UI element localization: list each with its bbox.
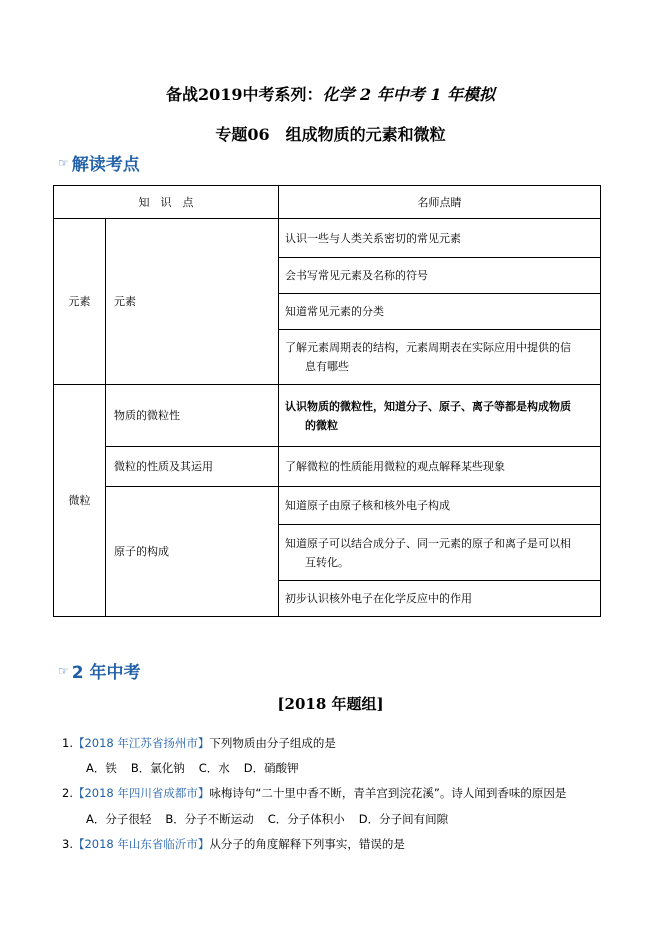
table-header-knowledge: 知 识 点 bbox=[54, 186, 279, 219]
option-b: B．分子不断运动 bbox=[165, 812, 254, 826]
question-1-options bbox=[86, 760, 313, 776]
tip-line: 认识物质的微粒性，知道分子、原子、离子等都是构成物质 bbox=[285, 399, 571, 413]
pointing-hand-icon: ☞ bbox=[58, 663, 69, 678]
table-row: 初步认识核外电子在化学反应中的作用 bbox=[279, 581, 601, 617]
option-d: D．硝酸钾 bbox=[243, 761, 299, 775]
knowledge-table bbox=[53, 185, 601, 617]
table-row: 会书写常见元素及名称的符号 bbox=[279, 258, 601, 294]
subtopic-element: 元素 bbox=[106, 219, 279, 385]
tip-line: 互转化。 bbox=[305, 555, 349, 569]
group-name-particle: 微粒 bbox=[54, 385, 106, 617]
tip-line: 知道原子可以结合成分子、同一元素的原子和离子是可以相 bbox=[285, 536, 571, 550]
question-source: 【2018 年四川省成都市】 bbox=[72, 786, 210, 800]
table-row bbox=[279, 330, 601, 385]
tip-line: 息有哪些 bbox=[305, 360, 349, 373]
subtopic-particle-nature: 物质的微粒性 bbox=[106, 385, 279, 447]
option-b: B．氯化钠 bbox=[130, 761, 185, 775]
option-c: C．水 bbox=[198, 761, 230, 775]
page-title bbox=[0, 82, 661, 105]
tip-line: 的微粒 bbox=[305, 418, 338, 432]
table-row: 知道原子由原子核和核外电子构成 bbox=[279, 487, 601, 525]
question-text: 下列物质由分子组成的是 bbox=[209, 736, 336, 750]
option-c: C．分子体积小 bbox=[267, 812, 345, 826]
table-row: 认识一些与人类关系密切的常见元素 bbox=[279, 219, 601, 258]
option-a: A．分子很轻 bbox=[86, 812, 152, 826]
section-heading-2-label: 2 年中考 bbox=[71, 663, 141, 683]
option-d: D．分子间有间隙 bbox=[358, 812, 449, 826]
question-3 bbox=[62, 836, 405, 852]
question-2 bbox=[62, 785, 566, 801]
subtopic-particle-properties: 微粒的性质及其运用 bbox=[106, 447, 279, 487]
section-heading-1-label: 解读考点 bbox=[71, 155, 140, 175]
question-source: 【2018 年山东省临沂市】 bbox=[72, 837, 210, 851]
table-row: 知道常见元素的分类 bbox=[279, 294, 601, 330]
table-row: 了解微粒的性质能用微粒的观点解释某些现象 bbox=[279, 447, 601, 487]
table-header-tips: 名师点睛 bbox=[279, 186, 601, 219]
title-suffix: 化学 2 年中考 1 年模拟 bbox=[322, 85, 496, 104]
question-text: 从分子的角度解释下列事实，错误的是 bbox=[209, 837, 405, 851]
group-title: [2018 年题组] bbox=[277, 695, 384, 713]
group-name-element: 元素 bbox=[54, 219, 106, 385]
question-number: 3. bbox=[62, 837, 73, 851]
question-2-options bbox=[86, 811, 462, 827]
subtopic-atom-structure: 原子的构成 bbox=[106, 487, 279, 617]
question-number: 1. bbox=[62, 736, 73, 750]
table-row bbox=[279, 525, 601, 581]
option-a: A．铁 bbox=[86, 761, 117, 775]
section-heading-2 bbox=[58, 658, 141, 683]
section-heading-1 bbox=[58, 150, 140, 175]
question-text: 咏梅诗句“二十里中香不断，青羊宫到浣花溪”。诗人闻到香味的原因是 bbox=[209, 786, 567, 800]
table-row bbox=[279, 385, 601, 447]
question-1 bbox=[62, 735, 336, 751]
title-prefix: 备战2019中考系列： bbox=[165, 85, 323, 104]
question-source: 【2018 年江苏省扬州市】 bbox=[72, 736, 210, 750]
pointing-hand-icon: ☞ bbox=[58, 155, 69, 170]
tip-line: 了解元素周期表的结构，元素周期表在实际应用中提供的信 bbox=[285, 341, 571, 354]
page-subtitle: 专题06 组成物质的元素和微粒 bbox=[215, 125, 446, 144]
question-number: 2. bbox=[62, 786, 73, 800]
